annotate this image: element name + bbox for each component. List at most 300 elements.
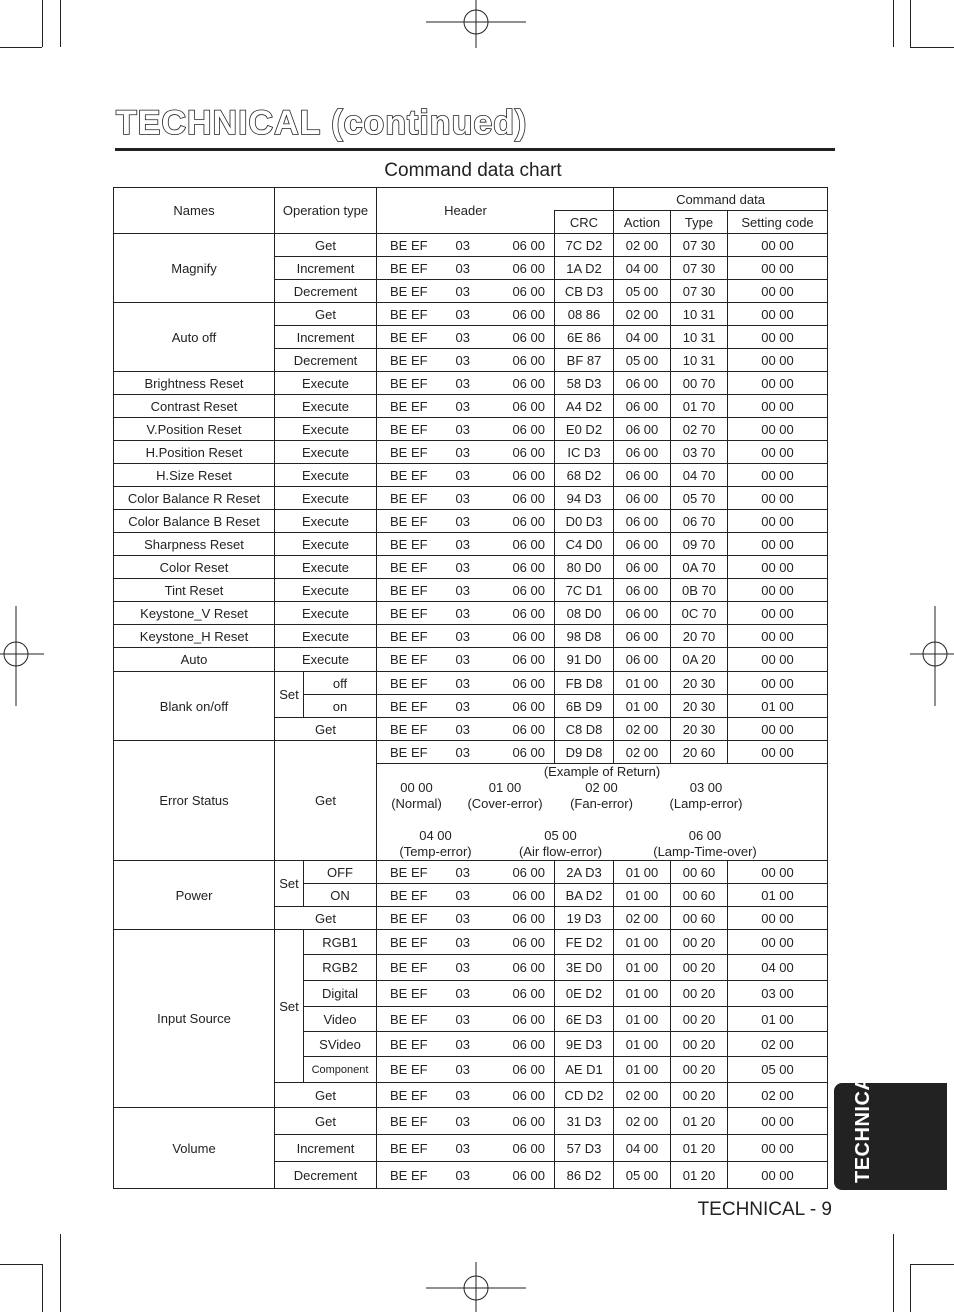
row-name: Brightness Reset	[114, 372, 275, 395]
crop-mark	[0, 47, 42, 48]
header-bytes-cell	[377, 257, 555, 280]
setting-code-cell: 00 00	[728, 718, 828, 741]
crc-cell: BF 87	[555, 349, 614, 372]
header-byte-3: 06 00	[512, 260, 545, 276]
header-byte-1: BE EF	[390, 352, 428, 368]
header-byte-2: 03	[455, 605, 470, 621]
crc-cell: 58 D3	[555, 372, 614, 395]
header-bytes-cell	[377, 418, 555, 441]
type-cell: 00 20	[671, 955, 728, 981]
return-code: 06 00	[688, 828, 722, 843]
operation-type-cell: Component	[304, 1057, 377, 1083]
type-cell: 01 70	[671, 395, 728, 418]
operation-type-cell: Execute	[275, 579, 377, 602]
table-row	[114, 487, 828, 510]
setting-code-cell: 00 00	[728, 303, 828, 326]
operation-type-cell: RGB2	[304, 955, 377, 981]
crc-cell: 7C D1	[555, 579, 614, 602]
header-byte-1: BE EF	[390, 1113, 428, 1129]
header-bytes-cell	[377, 955, 555, 981]
page-title: TECHNICAL (continued)	[116, 104, 528, 142]
header-bytes-cell	[377, 1032, 555, 1057]
header-byte-2: 03	[455, 721, 470, 737]
operation-type-cell: Execute	[275, 372, 377, 395]
header-byte-3: 06 00	[512, 864, 545, 880]
table-row	[114, 672, 828, 695]
setting-code-cell: 00 00	[728, 487, 828, 510]
crc-cell: AE D1	[555, 1057, 614, 1083]
return-code: 02 00	[585, 780, 618, 795]
row-name: Auto	[114, 648, 275, 672]
header-command-data: Command data	[614, 188, 828, 211]
header-byte-3: 06 00	[512, 721, 545, 737]
header-byte-2: 03	[455, 934, 470, 950]
type-cell: 02 70	[671, 418, 728, 441]
operation-type-cell: Execute	[275, 510, 377, 533]
header-byte-2: 03	[455, 744, 470, 760]
table-row	[114, 464, 828, 487]
header-bytes-cell	[377, 395, 555, 418]
action-cell: 01 00	[614, 1057, 671, 1083]
type-cell: 04 70	[671, 464, 728, 487]
header-byte-2: 03	[455, 260, 470, 276]
crc-cell: C4 D0	[555, 533, 614, 556]
header-byte-2: 03	[455, 1011, 470, 1027]
header-byte-3: 06 00	[512, 960, 545, 975]
operation-type-cell: OFF	[304, 861, 377, 884]
crop-mark	[910, 1264, 911, 1312]
action-cell: 02 00	[614, 303, 671, 326]
header-bytes-cell	[377, 533, 555, 556]
header-byte-2: 03	[455, 352, 470, 368]
header-byte-2: 03	[455, 559, 470, 575]
header-byte-1: BE EF	[390, 744, 428, 760]
table-row	[114, 741, 828, 764]
operation-type-cell: Increment	[275, 257, 377, 280]
header-byte-1: BE EF	[390, 260, 428, 276]
action-cell: 01 00	[614, 981, 671, 1007]
crc-cell: 08 D0	[555, 602, 614, 625]
type-cell: 00 60	[671, 861, 728, 884]
header-byte-1: BE EF	[390, 421, 428, 437]
return-meaning: (Lamp-Time-over)	[653, 844, 757, 859]
return-meaning: (Normal)	[391, 796, 442, 811]
registration-mark-icon	[910, 606, 954, 706]
action-cell: 04 00	[614, 257, 671, 280]
action-cell: 02 00	[614, 1108, 671, 1135]
row-name: H.Size Reset	[114, 464, 275, 487]
header-byte-1: BE EF	[390, 306, 428, 322]
setting-code-cell: 03 00	[728, 981, 828, 1007]
crop-mark	[60, 0, 61, 47]
type-cell: 07 30	[671, 257, 728, 280]
table-row	[114, 303, 828, 326]
operation-type-cell: off	[304, 672, 377, 695]
header-byte-3: 06 00	[512, 490, 545, 506]
crc-cell: 19 D3	[555, 907, 614, 930]
header-byte-3: 06 00	[512, 910, 545, 926]
setting-code-cell: 00 00	[728, 234, 828, 257]
setting-code-cell: 00 00	[728, 556, 828, 579]
type-cell: 00 20	[671, 930, 728, 955]
action-cell: 02 00	[614, 741, 671, 764]
operation-type-cell: Execute	[275, 648, 377, 672]
header-bytes-cell	[377, 718, 555, 741]
header-bytes-cell	[377, 741, 555, 764]
type-cell: 00 60	[671, 884, 728, 907]
header-byte-1: BE EF	[390, 582, 428, 598]
operation-type-cell: Execute	[275, 418, 377, 441]
row-name: Sharpness Reset	[114, 533, 275, 556]
row-name: Color Reset	[114, 556, 275, 579]
type-cell: 00 20	[671, 1057, 728, 1083]
header-byte-2: 03	[455, 1113, 470, 1129]
setting-code-cell: 01 00	[728, 695, 828, 718]
crop-mark	[910, 47, 954, 48]
operation-type-cell: RGB1	[304, 930, 377, 955]
header-byte-1: BE EF	[390, 605, 428, 621]
type-cell: 07 30	[671, 234, 728, 257]
type-cell: 00 20	[671, 1007, 728, 1032]
crc-cell: BA D2	[555, 884, 614, 907]
return-code: 01 00	[488, 780, 522, 795]
type-cell: 07 30	[671, 280, 728, 303]
crop-mark	[893, 0, 894, 47]
return-code: 00 00	[400, 780, 433, 795]
operation-type-cell: Get	[275, 1083, 377, 1108]
set-label-cell: Set	[275, 861, 304, 907]
setting-code-cell: 05 00	[728, 1057, 828, 1083]
header-byte-2: 03	[455, 652, 470, 667]
type-cell: 00 20	[671, 1083, 728, 1108]
type-cell: 01 20	[671, 1162, 728, 1189]
crop-mark	[60, 1234, 61, 1312]
setting-code-cell: 00 00	[728, 349, 828, 372]
action-cell: 06 00	[614, 418, 671, 441]
row-name: Power	[114, 861, 275, 930]
row-name: V.Position Reset	[114, 418, 275, 441]
header-bytes-cell	[377, 303, 555, 326]
header-byte-3: 06 00	[512, 582, 545, 598]
header-bytes-cell	[377, 326, 555, 349]
return-meaning: (Lamp-error)	[669, 796, 743, 811]
table-row	[114, 234, 828, 257]
operation-type-cell: Execute	[275, 556, 377, 579]
type-cell: 10 31	[671, 303, 728, 326]
setting-code-cell: 00 00	[728, 372, 828, 395]
action-cell: 06 00	[614, 579, 671, 602]
crc-cell: A4 D2	[555, 395, 614, 418]
header-action: Action	[614, 211, 671, 234]
header-byte-1: BE EF	[390, 1062, 428, 1077]
header-byte-3: 06 00	[512, 1087, 545, 1103]
operation-type-cell: Get	[275, 303, 377, 326]
header-bytes-cell	[377, 579, 555, 602]
type-cell: 05 70	[671, 487, 728, 510]
setting-code-cell: 02 00	[728, 1032, 828, 1057]
header-byte-1: BE EF	[390, 675, 428, 691]
header-byte-3: 06 00	[512, 398, 545, 414]
action-cell: 01 00	[614, 884, 671, 907]
setting-code-cell: 00 00	[728, 1135, 828, 1162]
action-cell: 06 00	[614, 510, 671, 533]
header-byte-3: 06 00	[512, 444, 545, 460]
setting-code-cell: 00 00	[728, 418, 828, 441]
header-bytes-cell	[377, 441, 555, 464]
operation-type-cell: Increment	[275, 326, 377, 349]
header-bytes-cell	[377, 1057, 555, 1083]
crc-cell: 98 D8	[555, 625, 614, 648]
header-byte-3: 06 00	[512, 237, 545, 253]
page-footer: TECHNICAL - 9	[697, 1199, 832, 1220]
crc-cell: 2A D3	[555, 861, 614, 884]
operation-type-cell: Get	[275, 741, 377, 861]
crc-cell: 86 D2	[555, 1162, 614, 1189]
setting-code-cell: 00 00	[728, 672, 828, 695]
row-name: Blank on/off	[114, 672, 275, 741]
type-cell: 00 60	[671, 907, 728, 930]
type-cell: 0A 20	[671, 648, 728, 672]
header-byte-1: BE EF	[390, 490, 428, 506]
header-byte-2: 03	[455, 237, 470, 253]
row-name: Auto off	[114, 303, 275, 372]
set-label-cell: Set	[275, 930, 304, 1083]
operation-type-cell: Decrement	[275, 349, 377, 372]
header-byte-1: BE EF	[390, 444, 428, 460]
table-header-row	[114, 188, 828, 211]
header-bytes-cell	[377, 487, 555, 510]
table-row	[114, 395, 828, 418]
header-byte-1: BE EF	[390, 698, 428, 714]
header-byte-2: 03	[455, 283, 470, 299]
row-name: H.Position Reset	[114, 441, 275, 464]
type-cell: 10 31	[671, 326, 728, 349]
return-meaning: (Fan-error)	[570, 796, 633, 811]
crc-cell: C8 D8	[555, 718, 614, 741]
table-row	[114, 579, 828, 602]
setting-code-cell: 00 00	[728, 533, 828, 556]
header-byte-1: BE EF	[390, 329, 428, 345]
header-bytes-cell	[377, 672, 555, 695]
return-code: 05 00	[544, 828, 577, 843]
table-row	[114, 861, 828, 884]
operation-type-cell: Get	[275, 907, 377, 930]
crc-cell: 31 D3	[555, 1108, 614, 1135]
action-cell: 02 00	[614, 1083, 671, 1108]
header-byte-3: 06 00	[512, 652, 545, 667]
table-row	[114, 1108, 828, 1135]
header-byte-2: 03	[455, 1087, 470, 1103]
table-row	[114, 533, 828, 556]
type-cell: 00 20	[671, 981, 728, 1007]
side-tab: TECHNICAL	[834, 1083, 947, 1190]
operation-type-cell: Execute	[275, 625, 377, 648]
header-byte-2: 03	[455, 444, 470, 460]
crop-mark	[0, 1264, 42, 1265]
setting-code-cell: 00 00	[728, 326, 828, 349]
header-byte-3: 06 00	[512, 306, 545, 322]
row-name: Keystone_V Reset	[114, 602, 275, 625]
header-byte-1: BE EF	[390, 1167, 428, 1183]
registration-mark-icon	[0, 606, 44, 706]
operation-type-cell: Increment	[275, 1135, 377, 1162]
setting-code-cell: 00 00	[728, 464, 828, 487]
setting-code-cell: 00 00	[728, 1162, 828, 1189]
header-byte-3: 06 00	[512, 744, 545, 760]
header-byte-1: BE EF	[390, 536, 428, 552]
header-byte-1: BE EF	[390, 513, 428, 529]
action-cell: 01 00	[614, 955, 671, 981]
header-bytes-cell	[377, 1108, 555, 1135]
header-byte-3: 06 00	[512, 559, 545, 575]
header-bytes-cell	[377, 1162, 555, 1189]
header-byte-1: BE EF	[390, 721, 428, 737]
action-cell: 06 00	[614, 464, 671, 487]
action-cell: 02 00	[614, 718, 671, 741]
header-operation-type: Operation type	[275, 188, 377, 234]
setting-code-cell: 00 00	[728, 1108, 828, 1135]
setting-code-cell: 00 00	[728, 602, 828, 625]
header-byte-3: 06 00	[512, 1062, 545, 1077]
table-row	[114, 510, 828, 533]
header-bytes-cell	[377, 556, 555, 579]
action-cell: 06 00	[614, 625, 671, 648]
action-cell: 01 00	[614, 1032, 671, 1057]
header-byte-2: 03	[455, 1167, 470, 1183]
operation-type-cell: SVideo	[304, 1032, 377, 1057]
header-byte-2: 03	[455, 986, 470, 1001]
operation-type-cell: Digital	[304, 981, 377, 1007]
header-byte-1: BE EF	[390, 1036, 428, 1052]
header-byte-2: 03	[455, 698, 470, 714]
header-byte-1: BE EF	[390, 960, 428, 975]
return-meaning: (Cover-error)	[467, 796, 543, 811]
header-byte-3: 06 00	[512, 536, 545, 552]
header-byte-2: 03	[455, 398, 470, 414]
setting-code-cell: 00 00	[728, 395, 828, 418]
setting-code-cell: 00 00	[728, 648, 828, 672]
crc-cell: D0 D3	[555, 510, 614, 533]
header-byte-1: BE EF	[390, 559, 428, 575]
operation-type-cell: Execute	[275, 533, 377, 556]
header-bytes-cell	[377, 372, 555, 395]
action-cell: 01 00	[614, 672, 671, 695]
header-byte-2: 03	[455, 628, 470, 644]
header-header-blank	[555, 188, 614, 211]
table-row	[114, 930, 828, 955]
header-bytes-cell	[377, 1135, 555, 1162]
header-byte-2: 03	[455, 375, 470, 391]
table-row	[114, 441, 828, 464]
crop-mark	[910, 1264, 954, 1265]
row-name: Tint Reset	[114, 579, 275, 602]
header-byte-1: BE EF	[390, 283, 428, 299]
header-byte-3: 06 00	[512, 1167, 545, 1183]
header-byte-3: 06 00	[512, 934, 545, 950]
crc-cell: 6B D9	[555, 695, 614, 718]
header-byte-2: 03	[455, 490, 470, 506]
setting-code-cell: 00 00	[728, 741, 828, 764]
header-names: Names	[114, 188, 275, 234]
header-byte-2: 03	[455, 467, 470, 483]
header-bytes-cell	[377, 648, 555, 672]
crc-cell: 0E D2	[555, 981, 614, 1007]
header-header: Header	[377, 188, 555, 234]
setting-code-cell: 00 00	[728, 510, 828, 533]
action-cell: 06 00	[614, 372, 671, 395]
type-cell: 20 30	[671, 672, 728, 695]
header-byte-3: 06 00	[512, 1140, 545, 1156]
crc-cell: E0 D2	[555, 418, 614, 441]
header-byte-1: BE EF	[390, 986, 428, 1001]
action-cell: 06 00	[614, 648, 671, 672]
row-name: Color Balance R Reset	[114, 487, 275, 510]
table-row	[114, 625, 828, 648]
crc-cell: 08 86	[555, 303, 614, 326]
example-title: (Example of Return)	[543, 764, 661, 779]
type-cell: 00 20	[671, 1032, 728, 1057]
header-byte-3: 06 00	[512, 986, 545, 1001]
operation-type-cell: Execute	[275, 395, 377, 418]
type-cell: 00 70	[671, 372, 728, 395]
header-setting-code: Setting code	[728, 211, 828, 234]
action-cell: 01 00	[614, 695, 671, 718]
crc-cell: IC D3	[555, 441, 614, 464]
crc-cell: 3E D0	[555, 955, 614, 981]
action-cell: 06 00	[614, 602, 671, 625]
operation-type-cell: Get	[275, 718, 377, 741]
header-type: Type	[671, 211, 728, 234]
header-byte-2: 03	[455, 582, 470, 598]
header-byte-2: 03	[455, 960, 470, 975]
action-cell: 04 00	[614, 326, 671, 349]
crc-cell: 7C D2	[555, 234, 614, 257]
header-bytes-cell	[377, 510, 555, 533]
crop-mark	[910, 0, 911, 47]
crc-cell: 94 D3	[555, 487, 614, 510]
header-byte-3: 06 00	[512, 421, 545, 437]
setting-code-cell: 01 00	[728, 884, 828, 907]
action-cell: 05 00	[614, 280, 671, 303]
action-cell: 01 00	[614, 930, 671, 955]
setting-code-cell: 00 00	[728, 907, 828, 930]
header-byte-1: BE EF	[390, 1140, 428, 1156]
type-cell: 01 20	[671, 1135, 728, 1162]
type-cell: 03 70	[671, 441, 728, 464]
return-meaning: (Temp-error)	[399, 844, 472, 859]
operation-type-cell: Video	[304, 1007, 377, 1032]
header-byte-1: BE EF	[390, 910, 428, 926]
header-byte-3: 06 00	[512, 605, 545, 621]
header-byte-1: BE EF	[390, 1011, 428, 1027]
setting-code-cell: 00 00	[728, 579, 828, 602]
crc-cell: FB D8	[555, 672, 614, 695]
header-byte-1: BE EF	[390, 934, 428, 950]
header-byte-2: 03	[455, 887, 470, 903]
table-row	[114, 556, 828, 579]
header-byte-3: 06 00	[512, 1036, 545, 1052]
table-row	[114, 418, 828, 441]
header-byte-2: 03	[455, 306, 470, 322]
operation-type-cell: ON	[304, 884, 377, 907]
setting-code-cell: 00 00	[728, 257, 828, 280]
crop-mark	[42, 0, 43, 47]
header-byte-1: BE EF	[390, 628, 428, 644]
action-cell: 01 00	[614, 1007, 671, 1032]
header-byte-3: 06 00	[512, 283, 545, 299]
header-crc: CRC	[555, 211, 614, 234]
registration-mark-icon	[426, 1262, 526, 1312]
